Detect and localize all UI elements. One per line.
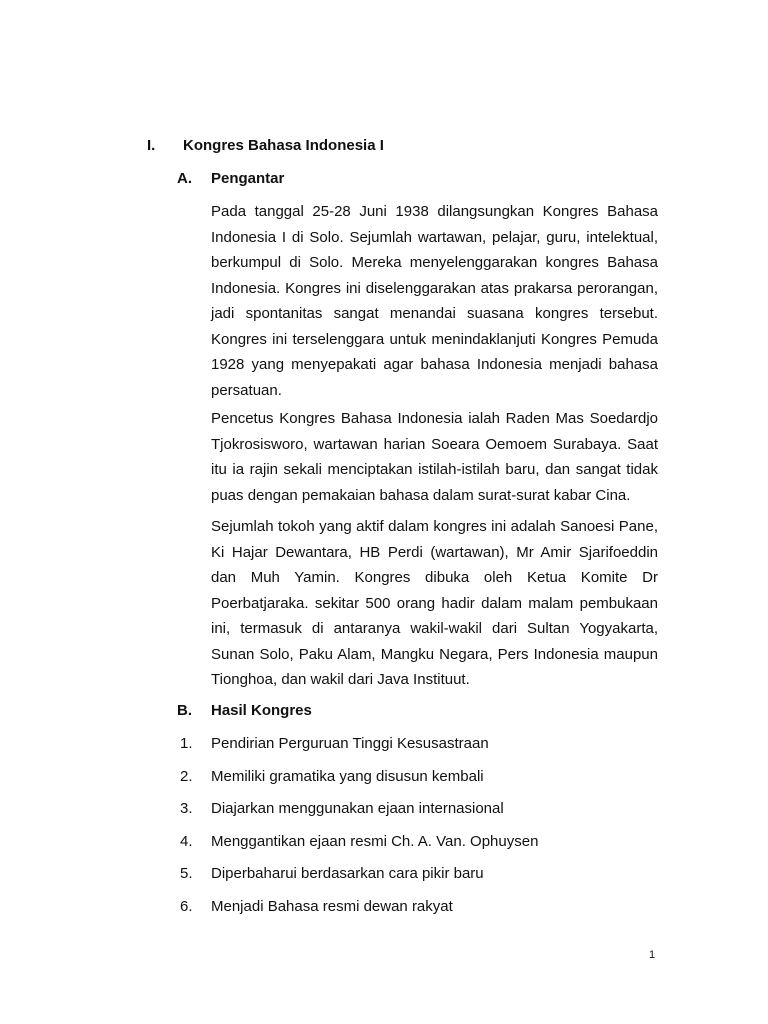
page-number: 1 xyxy=(649,949,656,961)
paragraph-figures: Sejumlah tokoh yang aktif dalam kongres ini adalah Sanoesi Pane, Ki Hajar Dewantara, HB Perdi (wartawan), Mr Amir Sjarifoeddin dan Muh Yamin. Kongres dibuka oleh Ketua Komite Dr Poerbatjaraka. sekitar 500 orang hadir dalam malam pembukaan ini, termasuk di antaranya wakil-wakil dari Sultan Yogyakarta, Sunan Solo, Paku Alam, Mangku Negara, Pers Indonesia maupun Tionghoa, dan wakil dari Java Instituut. xyxy=(211,518,658,688)
list-item-text: Pendirian Perguruan Tinggi Kesusastraan xyxy=(211,735,489,752)
list-item-number: 3. xyxy=(180,800,193,817)
list-item-text: Memiliki gramatika yang disusun kembali xyxy=(211,767,484,785)
list-item-text: Menggantikan ejaan resmi Ch. A. Van. Ophuysen xyxy=(211,832,539,850)
list-item-number: 2. xyxy=(180,767,193,785)
section-number: I. xyxy=(147,137,156,154)
list-item-text: Diajarkan menggunakan ejaan internasional xyxy=(211,800,504,817)
list-item-text: Diperbaharui berdasarkan cara pikir baru xyxy=(211,865,484,882)
subsection-b-letter: B. xyxy=(177,702,192,719)
subsection-a-title: Pengantar xyxy=(211,170,285,187)
section-title: Kongres Bahasa Indonesia I xyxy=(183,137,384,154)
list-item-number: 4. xyxy=(180,832,193,850)
paragraph-founder: Pencetus Kongres Bahasa Indonesia ialah Raden Mas Soedardjo Tjokrosisworo, wartawan harian Soeara Oemoem Surabaya. Saat itu ia rajin sekali menciptakan istilah-istilah baru, dan sangat tidak puas dengan pemakaian bahasa dalam surat-surat kabar Cina. xyxy=(211,410,658,504)
list-item-number: 5. xyxy=(180,865,193,882)
paragraph-introduction: Pada tanggal 25-28 Juni 1938 dilangsungkan Kongres Bahasa Indonesia I di Solo. Sejumlah wartawan, pelajar, guru, intelektual, berkumpul di Solo. Mereka menyelenggarakan kongres Bahasa Indonesia. Kongres ini diselenggarakan atas prakarsa perorangan, jadi spontanitas sangat menandai suasana kongres tersebut. Kongres ini terselenggara untuk menindaklanjuti Kongres Pemuda 1928 yang menyepakati agar bahasa Indonesia menjadi bahasa persatuan. xyxy=(211,203,658,399)
subsection-b-title: Hasil Kongres xyxy=(211,702,312,719)
list-item-text: Menjadi Bahasa resmi dewan rakyat xyxy=(211,897,453,915)
list-item-number: 1. xyxy=(180,735,193,752)
subsection-a-letter: A. xyxy=(177,170,192,187)
list-item-number: 6. xyxy=(180,897,193,915)
